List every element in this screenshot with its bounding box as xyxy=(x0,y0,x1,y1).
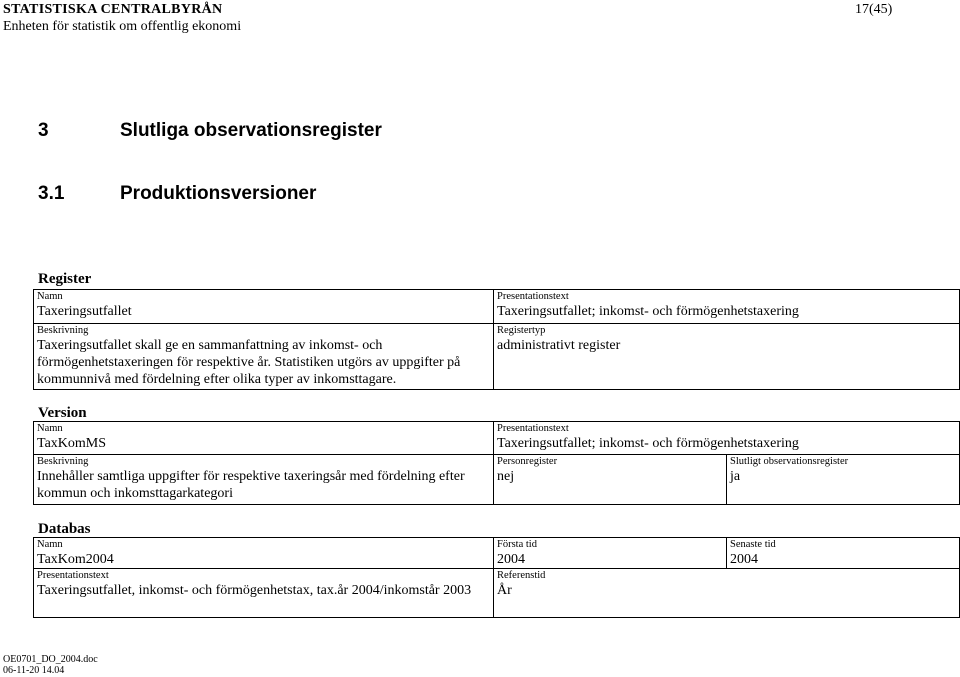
databas-last-value: 2004 xyxy=(730,552,758,567)
version-final-cell xyxy=(727,455,960,505)
databas-table xyxy=(33,537,960,618)
unit-name: Enheten för statistik om offentlig ekonomi xyxy=(3,19,242,34)
version-name-label: Namn xyxy=(37,423,63,434)
register-type-value: administrativt register xyxy=(497,338,621,353)
version-desc-value: Innehåller samtliga uppgifter för respektive taxeringsår med fördelning efter kommun och inkomsttagarkategori xyxy=(37,469,465,501)
register-pres-value: Taxeringsutfallet; inkomst- och förmögenhetstaxering xyxy=(497,304,799,319)
version-pres-label: Presentationstext xyxy=(497,423,569,434)
version-table xyxy=(33,421,960,505)
version-desc-cell xyxy=(34,455,494,505)
register-name-label: Namn xyxy=(37,291,63,302)
register-type-cell xyxy=(494,324,960,390)
databas-heading: Databas xyxy=(38,521,91,537)
version-person-cell xyxy=(494,455,727,505)
section-number: 3 xyxy=(38,120,49,141)
section-title: Slutliga observationsregister xyxy=(120,120,382,141)
register-desc-label: Beskrivning xyxy=(37,325,89,336)
databas-pres-label: Presentationstext xyxy=(37,570,109,581)
register-pres-cell xyxy=(494,290,960,324)
version-pres-value: Taxeringsutfallet; inkomst- och förmögenhetstaxering xyxy=(497,436,799,451)
databas-pres-cell xyxy=(34,569,494,618)
databas-name-label: Namn xyxy=(37,539,63,550)
register-type-label: Registertyp xyxy=(497,325,546,336)
databas-name-value: TaxKom2004 xyxy=(37,552,114,567)
databas-last-cell xyxy=(727,538,960,569)
version-heading: Version xyxy=(38,405,87,421)
databas-ref-cell xyxy=(494,569,960,618)
register-heading: Register xyxy=(38,271,92,287)
databas-ref-value: År xyxy=(497,583,512,598)
databas-ref-label: Referenstid xyxy=(497,570,546,581)
register-desc-cell xyxy=(34,324,494,390)
databas-pres-value: Taxeringsutfallet, inkomst- och förmögenhetstax, tax.år 2004/inkomstår 2003 xyxy=(37,583,472,598)
register-name-value: Taxeringsutfallet xyxy=(37,304,132,319)
section-heading xyxy=(38,120,382,142)
databas-first-value: 2004 xyxy=(497,552,525,567)
subsection-title: Produktionsversioner xyxy=(120,183,317,204)
version-person-label: Personregister xyxy=(497,456,558,467)
version-final-label: Slutligt observationsregister xyxy=(730,456,849,467)
subsection-heading xyxy=(38,183,316,205)
version-name-value: TaxKomMS xyxy=(37,436,107,451)
databas-first-label: Första tid xyxy=(497,539,537,550)
version-final-value: ja xyxy=(730,469,741,484)
version-name-cell xyxy=(34,422,494,455)
version-pres-cell xyxy=(494,422,960,455)
version-person-value: nej xyxy=(497,469,515,484)
databas-name-cell xyxy=(34,538,494,569)
databas-first-cell xyxy=(494,538,727,569)
register-table xyxy=(33,289,960,390)
version-desc-label: Beskrivning xyxy=(37,456,89,467)
databas-last-label: Senaste tid xyxy=(730,539,776,550)
subsection-number: 3.1 xyxy=(38,183,65,204)
footer-filename: OE0701_DO_2004.doc xyxy=(3,654,98,665)
register-desc-value: Taxeringsutfallet skall ge en sammanfattning av inkomst- och förmögenhetstaxeringen för respektive år. Statistiken utgörs av uppgifter på kommunnivå med fördelning efter olika typer av inkomsttagare. xyxy=(37,338,461,387)
register-name-cell xyxy=(34,290,494,324)
register-pres-label: Presentationstext xyxy=(497,291,569,302)
page-number: 17(45) xyxy=(855,2,893,17)
footer-date: 06-11-20 14.04 xyxy=(3,665,65,676)
org-name: STATISTISKA CENTRALBYRÅN xyxy=(3,2,223,17)
